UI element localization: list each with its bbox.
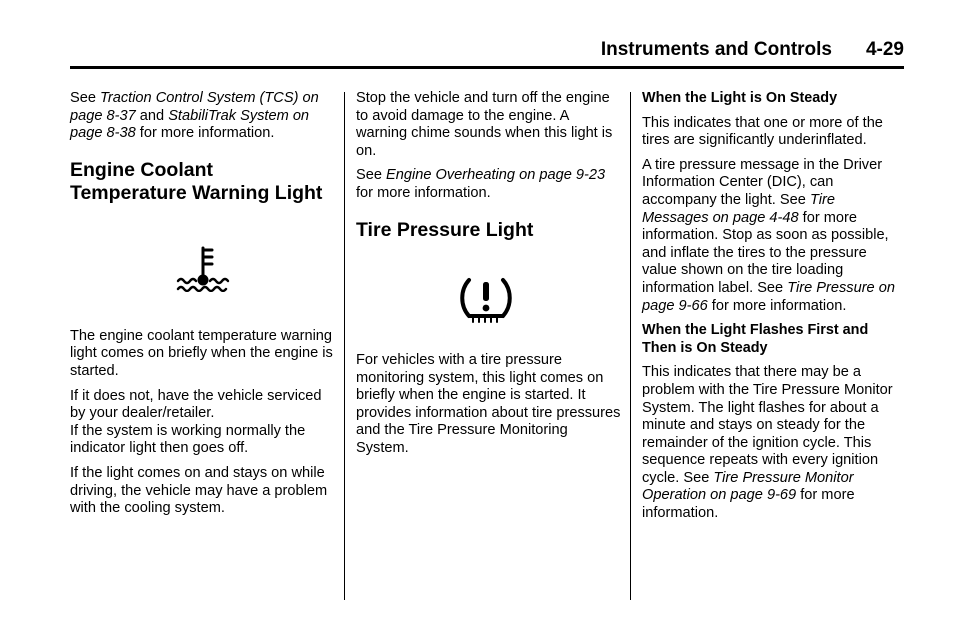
text: A tire pressure message in the Driver Information Center (DIC), can accompany the light. See xyxy=(642,156,883,208)
column-divider xyxy=(344,92,345,600)
page-number: 4-29 xyxy=(865,39,904,60)
text: and xyxy=(135,107,169,124)
section-heading: Tire Pressure Light xyxy=(356,218,534,241)
paragraph xyxy=(642,157,904,315)
column-3 xyxy=(642,90,904,530)
column-1 xyxy=(70,90,335,525)
tire-pressure-warning-icon xyxy=(456,272,516,326)
cross-reference: Tire Messages on page 4-48 xyxy=(642,191,835,226)
text: If it does not, have the vehicle serviced by your dealer/retailer. xyxy=(70,387,322,422)
section-title: Instruments and Controls xyxy=(600,39,832,60)
paragraph: For vehicles with a tire pressure monitoring system, this light comes on briefly when the engine is started. It provides information about tire pressures and the Tire Pressure Monitoring System. xyxy=(356,352,621,457)
text: If the system is working normally the indicator light then goes off. xyxy=(70,422,306,457)
cross-reference: Tire Pressure on page 9-66 xyxy=(642,279,895,314)
text: This indicates that there may be a problem with the Tire Pressure Monitor System. The light flashes for about a minute and stays on steady for the remainder of the ignition cycle. This sequence repeats with every ignition cycle. See xyxy=(642,364,893,486)
text: for more information. xyxy=(642,487,855,522)
paragraph xyxy=(642,364,904,522)
text: for more information. xyxy=(135,125,275,142)
page-header xyxy=(70,36,904,69)
text: for more information. Stop as soon as possible, and inflate the tires to the pressure value shown on the tire loading information label. See xyxy=(642,209,889,296)
text: See xyxy=(70,90,101,106)
cross-reference: StabiliTrak System on page 8-38 xyxy=(70,107,310,142)
section-heading: Engine Coolant Temperature Warning Light xyxy=(70,158,323,205)
cross-reference: Tire Pressure Monitor Operation on page 9-69 xyxy=(642,469,854,504)
column-2 xyxy=(356,90,621,465)
cross-reference: Traction Control System (TCS) on page 8-37 xyxy=(70,90,319,124)
column-divider xyxy=(630,92,631,600)
engine-coolant-temperature-icon xyxy=(173,244,233,292)
paragraph xyxy=(70,90,335,143)
subheading: When the Light is On Steady xyxy=(642,90,838,106)
text: for more information. xyxy=(356,184,491,201)
paragraph xyxy=(356,167,621,202)
paragraph: If the light comes on and stays on while driving, the vehicle may have a problem with the cooling system. xyxy=(70,464,328,517)
paragraph xyxy=(70,388,335,458)
subheading: When the Light Flashes First and Then is On Steady xyxy=(642,322,869,356)
cross-reference: Engine Overheating on page 9-23 xyxy=(386,167,606,184)
paragraph: The engine coolant temperature warning light comes on briefly when the engine is started. xyxy=(70,327,333,379)
text: See xyxy=(356,167,387,184)
paragraph: This indicates that one or more of the tires are significantly underinflated. xyxy=(642,114,883,149)
paragraph: Stop the vehicle and turn off the engine to avoid damage to the engine. A warning chime sounds when this light is on. xyxy=(356,90,613,159)
text: for more information. xyxy=(707,297,847,314)
